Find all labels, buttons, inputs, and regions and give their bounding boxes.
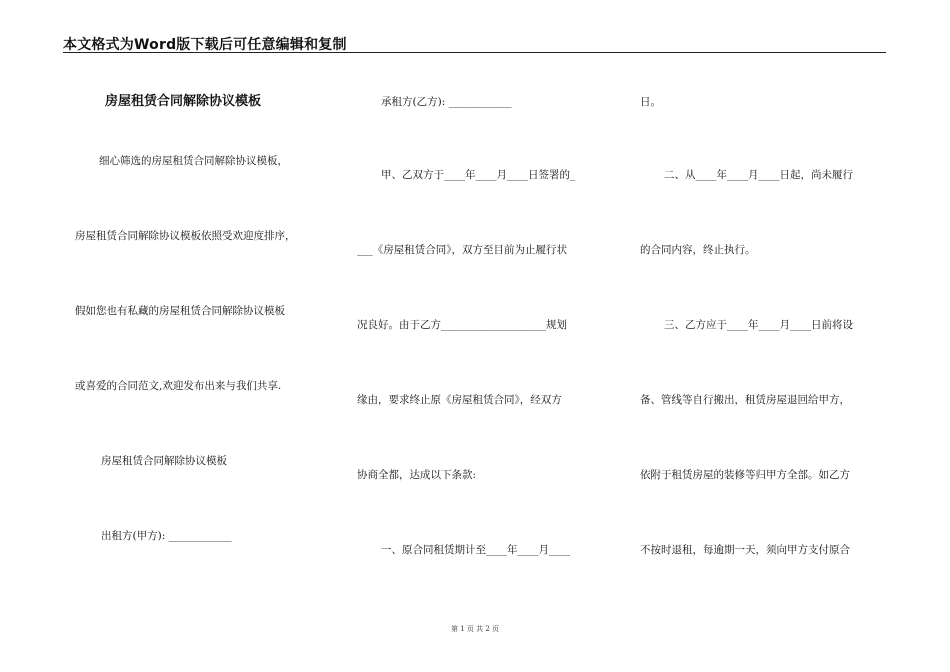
paragraph-line: 况良好。由于乙方____________________规划 <box>357 319 567 331</box>
paragraph-line: 的合同内容，终止执行。 <box>640 244 756 256</box>
paragraph-line: 细心筛选的房屋租赁合同解除协议模板， <box>99 155 288 167</box>
paragraph-line: ___《房屋租赁合同》，双方至目前为止履行状 <box>357 244 567 256</box>
column-3 <box>640 0 885 672</box>
paragraph-line: 不按时退租，每逾期一天，须向甲方支付原合 <box>640 544 850 556</box>
paragraph-line: 甲、乙双方于____年____月____日签署的_ <box>381 169 576 181</box>
document-header: 本文格式为Word版下载后可任意编辑和复制 <box>63 37 347 53</box>
paragraph-line: 房屋租赁合同解除协议模板依照受欢迎度排序， <box>75 230 296 242</box>
lessee-line: 承租方(乙方): ____________ <box>381 96 512 108</box>
column-1 <box>75 0 325 672</box>
section-heading: 房屋租赁合同解除协议模板 <box>101 455 227 467</box>
paragraph-line: 协商全都，达成以下条款: <box>357 469 477 481</box>
paragraph-line: 日。 <box>640 96 661 108</box>
paragraph-line: 假如您也有私藏的房屋租赁合同解除协议模板 <box>75 305 285 317</box>
page-number: 第 1 页 共 2 页 <box>450 625 500 633</box>
paragraph-line: 依附于租赁房屋的装修等归甲方全部。如乙方 <box>640 469 850 481</box>
paragraph-line: 备、管线等自行搬出，租赁房屋退回给甲方， <box>640 394 850 406</box>
lessor-line: 出租方(甲方): ____________ <box>101 530 232 542</box>
paragraph-line: 或喜爱的合同范文,欢迎发布出来与我们共享. <box>75 380 282 392</box>
clause-1-line: 一、原合同租赁期计至____年____月____ <box>381 544 570 556</box>
paragraph-line: 缘由，要求终止原《房屋租赁合同》，经双方 <box>357 394 562 406</box>
document-title: 房屋租赁合同解除协议模板 <box>105 94 262 109</box>
clause-2-line: 二、从____年____月____日起，尚未履行 <box>664 169 853 181</box>
column-2 <box>357 0 607 672</box>
clause-3-line: 三、乙方应于____年____月____日前将设 <box>664 319 853 331</box>
